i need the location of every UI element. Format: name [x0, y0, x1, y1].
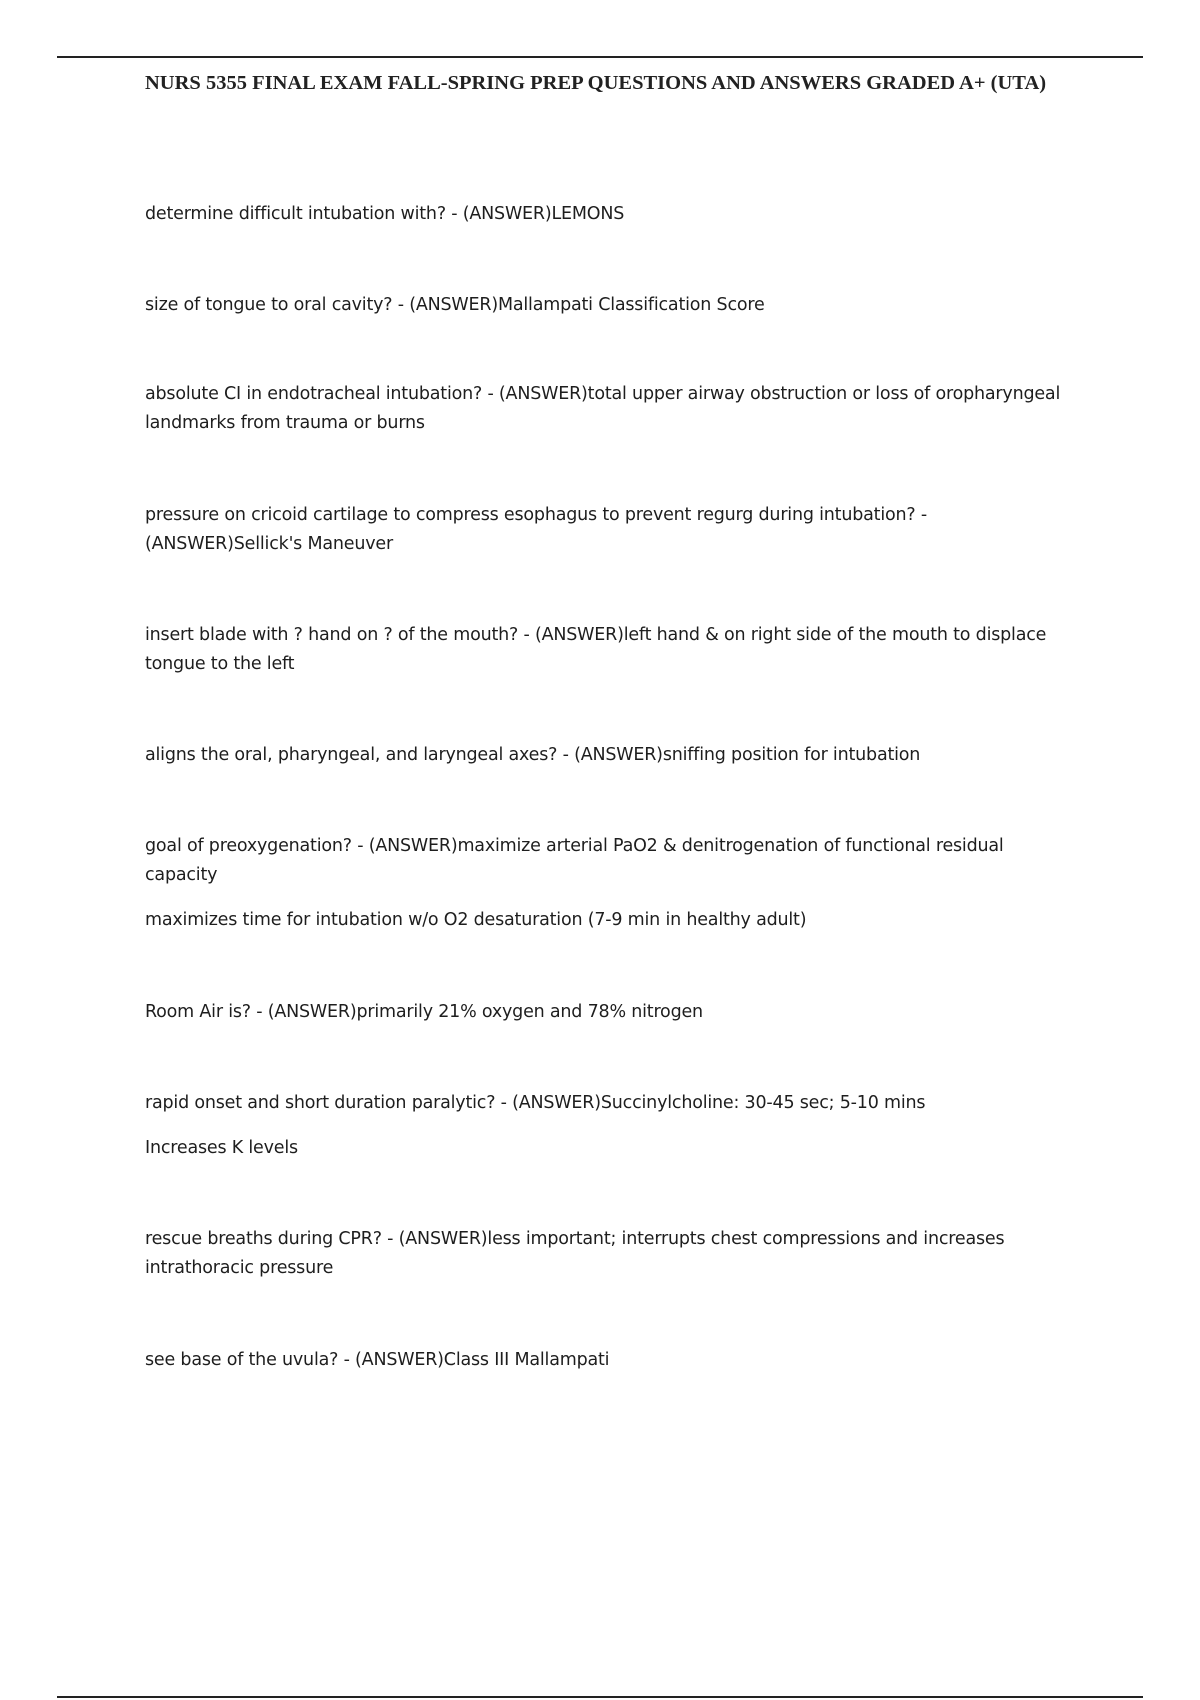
qa-text: Room Air is? - (ANSWER)primarily 21% oxygen and 78% nitrogen	[145, 1002, 703, 1022]
qa-text: goal of preoxygenation? - (ANSWER)maximize arterial PaO2 & denitrogenation of functional residual capacity	[145, 836, 1004, 885]
qa-text: rescue breaths during CPR? - (ANSWER)less important; interrupts chest compressions and increases intrathoracic pressure	[145, 1229, 1005, 1278]
top-rule	[57, 56, 1143, 58]
qa-text: size of tongue to oral cavity? - (ANSWER)Mallampati Classification Score	[145, 295, 765, 315]
qa-item-9	[145, 1089, 1075, 1163]
qa-item-4	[145, 501, 1075, 559]
qa-item-11	[145, 1346, 1075, 1375]
qa-text: absolute CI in endotracheal intubation? - (ANSWER)total upper airway obstruction or loss of oropharyngeal landmarks from trauma or burns	[145, 384, 1061, 433]
qa-text: aligns the oral, pharyngeal, and laryngeal axes? - (ANSWER)sniffing position for intubation	[145, 745, 921, 765]
qa-item-1	[145, 200, 1075, 229]
qa-item-6	[145, 741, 1075, 770]
qa-note: Increases K levels	[145, 1138, 298, 1158]
qa-item-5	[145, 621, 1075, 679]
qa-text: pressure on cricoid cartilage to compress esophagus to prevent regurg during intubation? - (ANSWER)Sellick's Maneuver	[145, 505, 927, 554]
qa-item-10	[145, 1225, 1075, 1283]
qa-note: maximizes time for intubation w/o O2 desaturation (7-9 min in healthy adult)	[145, 910, 807, 930]
document-title: NURS 5355 FINAL EXAM FALL-SPRING PREP QUESTIONS AND ANSWERS GRADED A+ (UTA)	[145, 72, 1047, 94]
qa-text: insert blade with ? hand on ? of the mouth? - (ANSWER)left hand & on right side of the mouth to displace tongue to the left	[145, 625, 1047, 674]
qa-item-8	[145, 998, 1075, 1027]
qa-item-3	[145, 380, 1075, 438]
qa-item-2	[145, 291, 1075, 320]
qa-text: rapid onset and short duration paralytic? - (ANSWER)Succinylcholine: 30-45 sec; 5-10 mins	[145, 1093, 926, 1113]
qa-text: determine difficult intubation with? - (ANSWER)LEMONS	[145, 204, 625, 224]
qa-text: see base of the uvula? - (ANSWER)Class III Mallampati	[145, 1350, 610, 1370]
qa-item-7	[145, 832, 1075, 935]
bottom-rule	[57, 1696, 1143, 1698]
